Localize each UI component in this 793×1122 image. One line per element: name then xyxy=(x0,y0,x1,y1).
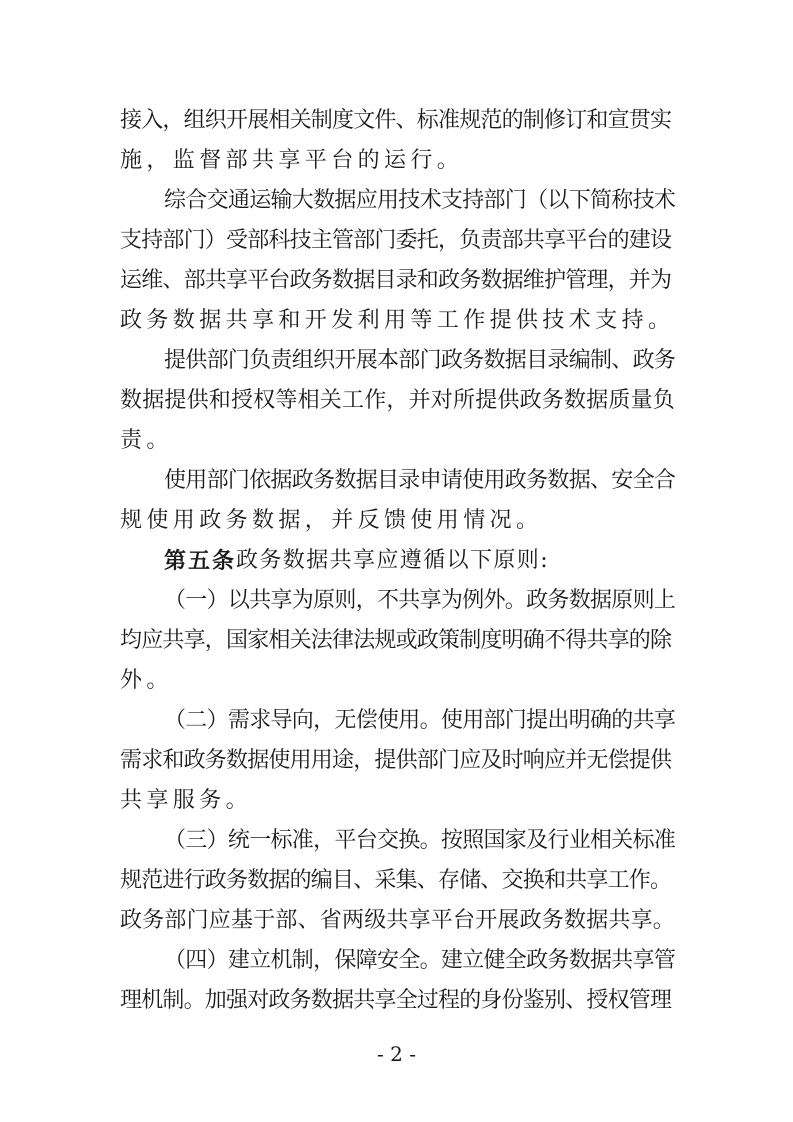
line-text: 均应共享，国家相关法律法规或政策制度明确不得共享的除 xyxy=(120,628,672,653)
line-text: 责。 xyxy=(120,428,173,453)
text-line xyxy=(0,221,793,261)
text-line xyxy=(0,181,793,221)
text-line xyxy=(0,501,793,541)
text-line xyxy=(0,901,793,941)
text-line xyxy=(0,461,793,501)
line-text: （二）需求导向，无偿使用。使用部门提出明确的共享 xyxy=(164,708,676,733)
line-text: 接入，组织开展相关制度文件、标准规范的制修订和宣贯实 xyxy=(120,108,672,133)
text-line xyxy=(0,301,793,341)
text-line xyxy=(0,141,793,181)
line-text: 使用部门依据政务数据目录申请使用政务数据、安全合 xyxy=(164,468,676,493)
text-line xyxy=(0,781,793,821)
line-text: 提供部门负责组织开展本部门政务数据目录编制、政务 xyxy=(164,348,676,373)
line-text: 政务数据共享和开发利用等工作提供技术支持。 xyxy=(120,308,675,333)
text-line xyxy=(0,981,793,1021)
text-line xyxy=(0,421,793,461)
line-text: （四）建立机制，保障安全。建立健全政务数据共享管 xyxy=(164,948,676,973)
line-text: 理机制。加强对政务数据共享全过程的身份鉴别、授权管理 xyxy=(120,988,672,1013)
line-text: 综合交通运输大数据应用技术支持部门（以下简称技术 xyxy=(164,188,676,213)
text-line xyxy=(0,701,793,741)
text-line xyxy=(0,101,793,141)
line-text: （一）以共享为原则，不共享为例外。政务数据原则上 xyxy=(164,588,676,613)
line-text: 支持部门）受部科技主管部门委托，负责部共享平台的建设 xyxy=(120,228,672,253)
line-text: 规范进行政务数据的编目、采集、存储、交换和共享工作。 xyxy=(120,868,672,893)
text-line xyxy=(0,861,793,901)
line-text: 施，监督部共享平台的运行。 xyxy=(120,148,464,173)
text-line xyxy=(0,661,793,701)
line-text: 需求和政务数据使用用途，提供部门应及时响应并无偿提供 xyxy=(120,748,672,773)
text-line xyxy=(0,941,793,981)
text-line xyxy=(0,621,793,661)
line-text: 政务数据共享应遵循以下原则: xyxy=(236,548,550,573)
line-text: 外。 xyxy=(120,668,173,693)
line-text: 政务部门应基于部、省两级共享平台开展政务数据共享。 xyxy=(120,908,676,933)
line-text: （三）统一标准，平台交换。按照国家及行业相关标准 xyxy=(164,828,676,853)
line-text: 数据提供和授权等相关工作，并对所提供政务数据质量负 xyxy=(120,388,676,413)
line-text: 运维、部共享平台政务数据目录和政务数据维护管理，并为 xyxy=(120,268,672,293)
text-line xyxy=(0,341,793,381)
text-line xyxy=(0,381,793,421)
text-line xyxy=(0,821,793,861)
text-line xyxy=(0,261,793,301)
article-label: 第五条 xyxy=(164,548,237,574)
page-number: - 2 - xyxy=(377,1042,416,1066)
line-text: 共享服务。 xyxy=(120,788,253,813)
text-line xyxy=(0,581,793,621)
article-line xyxy=(0,541,793,581)
text-line xyxy=(0,741,793,781)
line-text: 规使用政务数据，并反馈使用情况。 xyxy=(120,508,543,533)
